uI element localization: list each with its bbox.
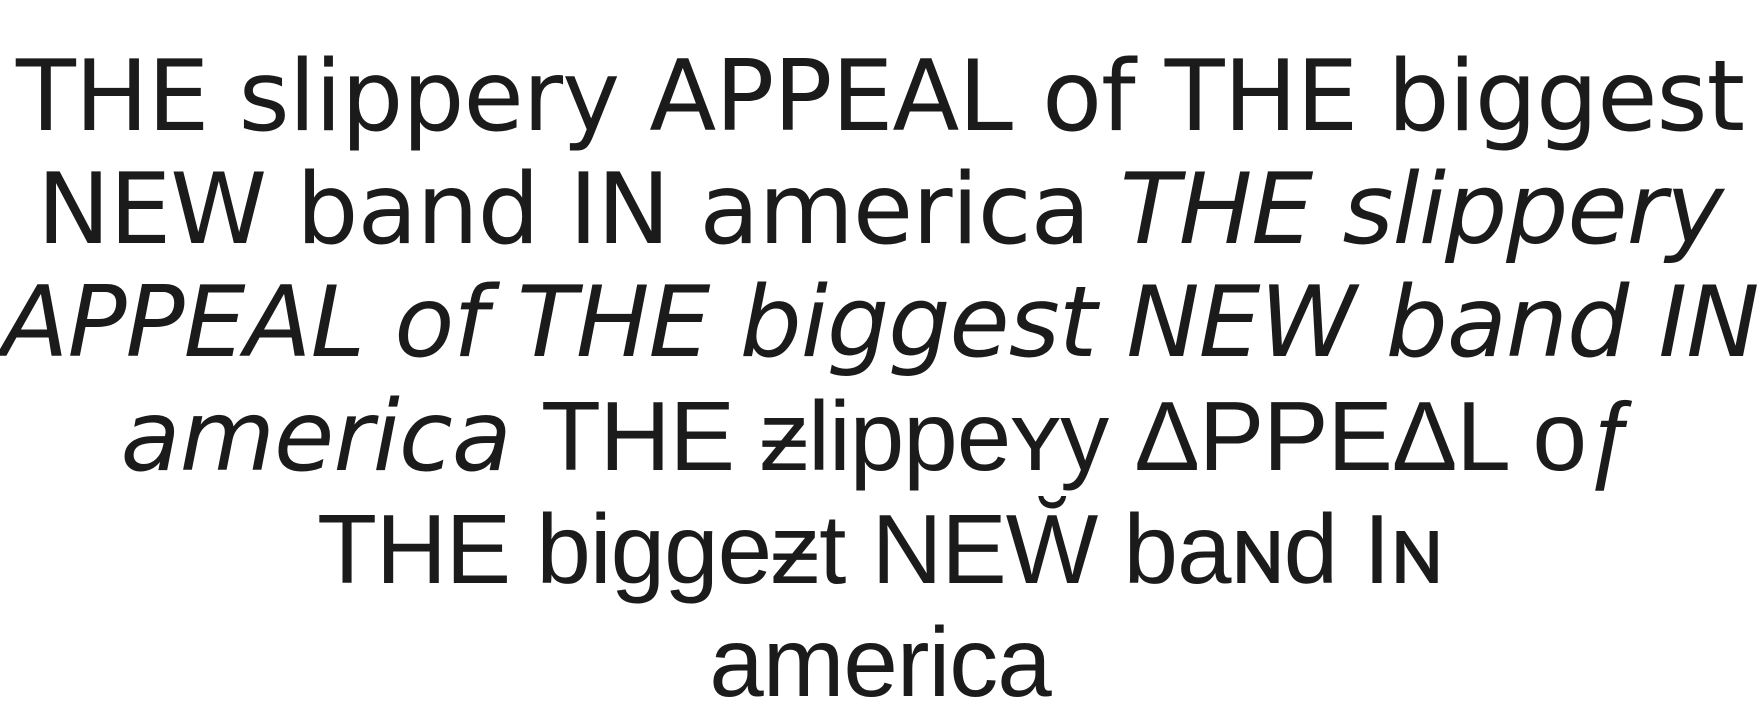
specimen-line-6: [0, 606, 1760, 719]
specimen-line-5: [0, 493, 1760, 606]
specimen-line-1: [0, 41, 1760, 154]
line-2-italic-text: THE slippery: [1119, 153, 1723, 267]
specimen-text-block: [0, 41, 1760, 719]
line-1-regular-text: THE slippery APPEAL of THE biggest: [15, 40, 1745, 154]
line-5-alternate-text: THE biggeƶt NEW̆ baɴd Iɴ: [317, 494, 1443, 604]
line-6-alternate-text: america: [709, 607, 1051, 717]
specimen-line-2: [0, 154, 1760, 267]
line-4-italic-text: america: [120, 380, 511, 494]
specimen-line-3: [0, 267, 1760, 380]
line-3-italic-text: APPEAL of THE biggest NEW band IN: [1, 266, 1759, 380]
specimen-line-4: [0, 380, 1760, 493]
line-2-regular-text: NEW band IN america: [37, 153, 1090, 267]
line-4-alternate-text: THE ƶlippeʏy ΔPPEΔL oƒ: [540, 381, 1640, 491]
